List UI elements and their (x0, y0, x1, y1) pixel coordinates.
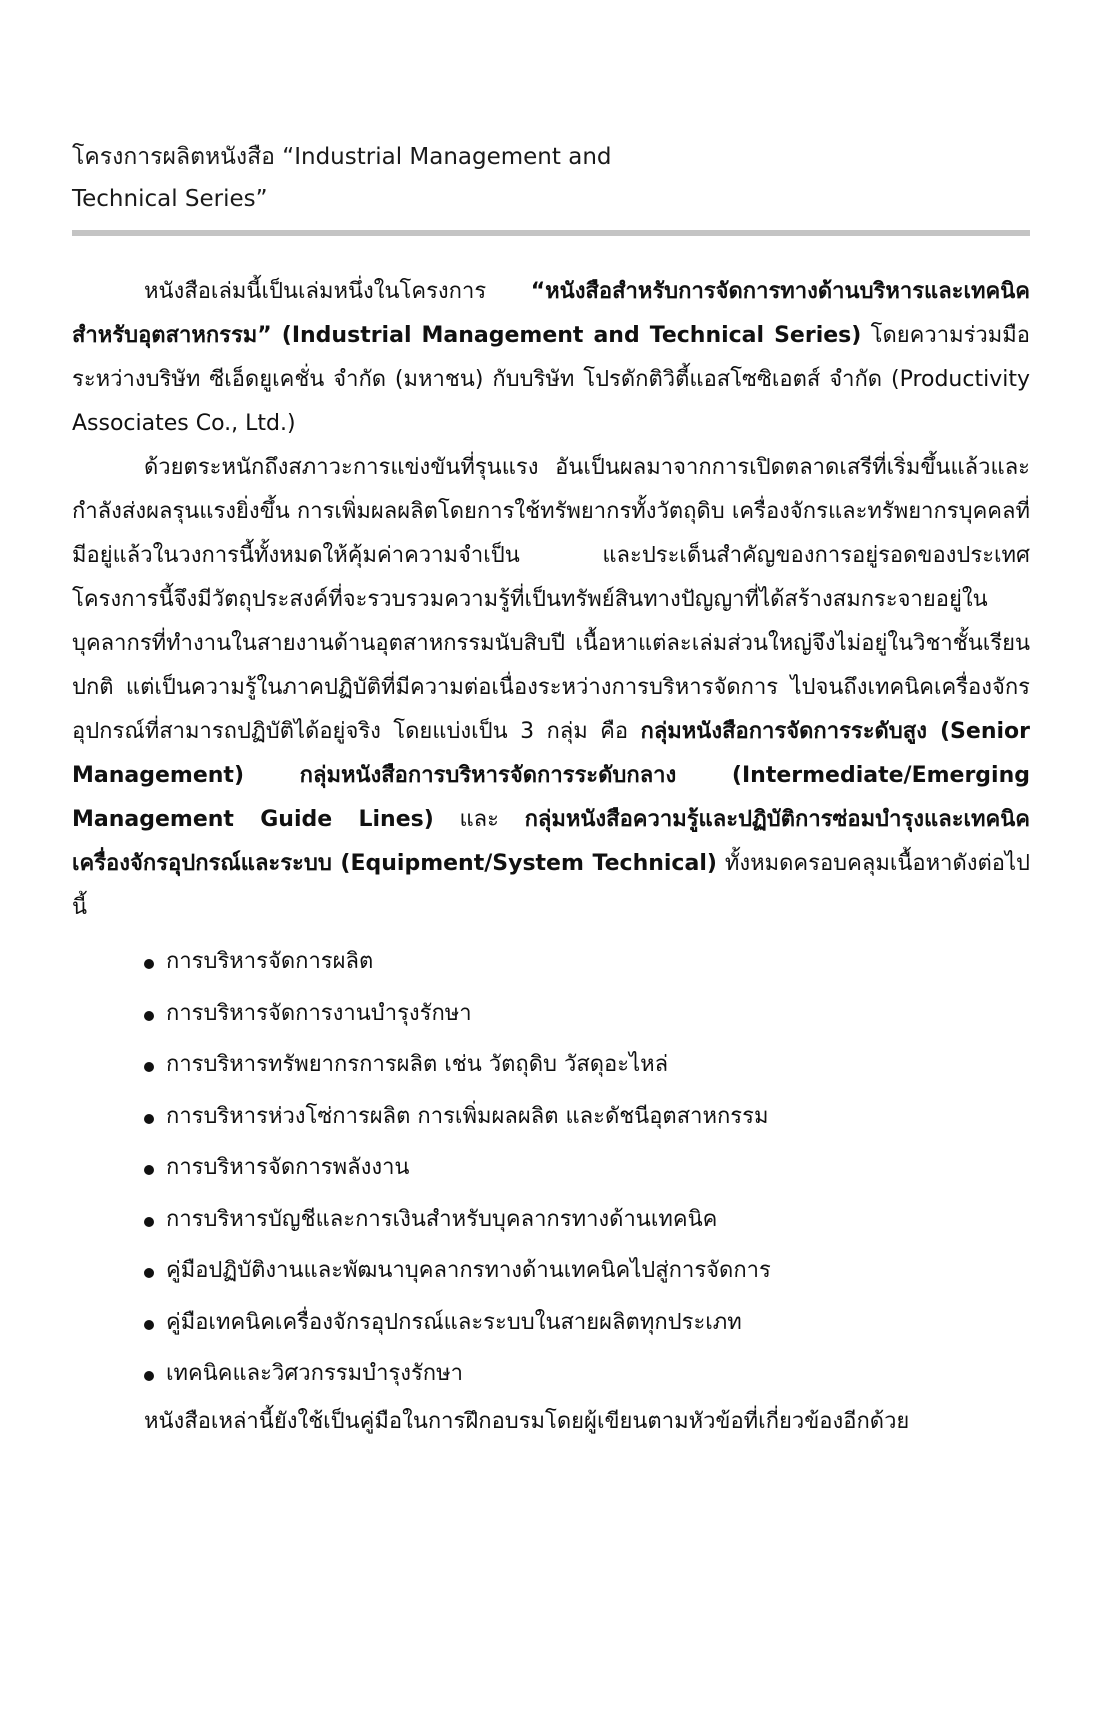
list-item: คู่มือปฏิบัติงานและพัฒนาบุคลากรทางด้านเทคนิคไปสู่การจัดการ (144, 1245, 1030, 1297)
closing-sentence: หนังสือเหล่านี้ยังใช้เป็นคู่มือในการฝึกอบรมโดยผู้เขียนตามหัวข้อที่เกี่ยวข้องอีกด้วย (144, 1408, 910, 1434)
list-item: คู่มือเทคนิคเครื่องจักรอุปกรณ์และระบบในสายผลิตทุกประเภท (144, 1297, 1030, 1349)
topic-list (72, 936, 1030, 1400)
intro-text-1: หนังสือเล่มนี้เป็นเล่มหนึ่งในโครงการ (144, 279, 531, 304)
list-item: การบริหารบัญชีและการเงินสำหรับบุคลากรทางด้านเทคนิค (144, 1194, 1030, 1246)
objective-text-3: ทั้งหมดครอบคลุมเนื้อหาดังต่อไปนี้ (72, 851, 1031, 920)
document-body (72, 270, 1030, 1444)
list-item: การบริหารทรัพยากรการผลิต เช่น วัตถุดิบ วัสดุอะไหล่ (144, 1039, 1030, 1091)
intro-bold-title: “หนังสือสำหรับการจัดการทางด้านบริหารและเทคนิคสำหรับอุตสาหกรรม” (Industrial Management and Technical Series) (72, 279, 1030, 348)
objective-paragraph (72, 446, 1030, 930)
intro-text-2: โดยความร่วมมือระหว่างบริษัท ซีเอ็ดยูเคชั่น จำกัด (มหาชน) กับบริษัท โปรดักติวิตี้แอสโซซิเอตส์ จำกัด (Productivity Associates Co., Ltd.) (72, 323, 1030, 436)
list-item: เทคนิคและวิศวกรรมบำรุงรักษา (144, 1348, 1030, 1400)
list-item: การบริหารจัดการผลิต (144, 936, 1030, 988)
series-header-line-1: โครงการผลิตหนังสือ “Industrial Management and (72, 144, 612, 170)
intro-paragraph (72, 270, 1030, 446)
list-item: การบริหารจัดการงานบำรุงรักษา (144, 988, 1030, 1040)
objective-bold-groups-2: กลุ่มหนังสือความรู้และปฏิบัติการซ่อมบำรุงและเทคนิคเครื่องจักรอุปกรณ์และระบบ (Equipment/System Technical) (72, 807, 1030, 876)
objective-text-2: และ (433, 807, 525, 832)
header-divider (72, 230, 1030, 236)
objective-bold-groups-1: กลุ่มหนังสือการจัดการระดับสูง (Senior Management) กลุ่มหนังสือการบริหารจัดการระดับกลาง (Intermediate/Emerging Management Guide Lines) (72, 719, 1030, 832)
objective-text-1: ด้วยตระหนักถึงสภาวะการแข่งขันที่รุนแรง อันเป็นผลมาจากการเปิดตลาดเสรีที่เริ่มขึ้นแล้วและกำลังส่งผลรุนแรงยิ่งขึ้น การเพิ่มผลผลิตโดยการใช้ทรัพยากรทั้งวัตถุดิบ เครื่องจักรและทรัพยากรบุคคลที่มีอยู่แล้วในวงการนี้ทั้งหมดให้คุ้มค่าความจำเป็น และประเด็นสำคัญของการอยู่รอดของประเทศ โครงการนี้จึงมีวัตถุประสงค์ที่จะรวบรวมความรู้ที่เป็นทรัพย์สินทางปัญญาที่ได้สร้างสมกระจายอยู่ในบุคลากรที่ทำงานในสายงานด้านอุตสาหกรรมนับสิบปี เนื้อหาแต่ละเล่มส่วนใหญ่จึงไม่อยู่ในวิชาชั้นเรียนปกติ แต่เป็นความรู้ในภาคปฏิบัติที่มีความต่อเนื่องระหว่างการบริหารจัดการ ไปจนถึงเทคนิคเครื่องจักรอุปกรณ์ที่สามารถปฏิบัติได้อยู่จริง โดยแบ่งเป็น 3 กลุ่ม คือ (72, 455, 1030, 744)
series-header-line-2: Technical Series” (72, 186, 268, 212)
list-item: การบริหารห่วงโซ่การผลิต การเพิ่มผลผลิต และดัชนีอุตสาหกรรม (144, 1091, 1030, 1143)
series-header (72, 136, 772, 220)
list-item: การบริหารจัดการพลังงาน (144, 1142, 1030, 1194)
